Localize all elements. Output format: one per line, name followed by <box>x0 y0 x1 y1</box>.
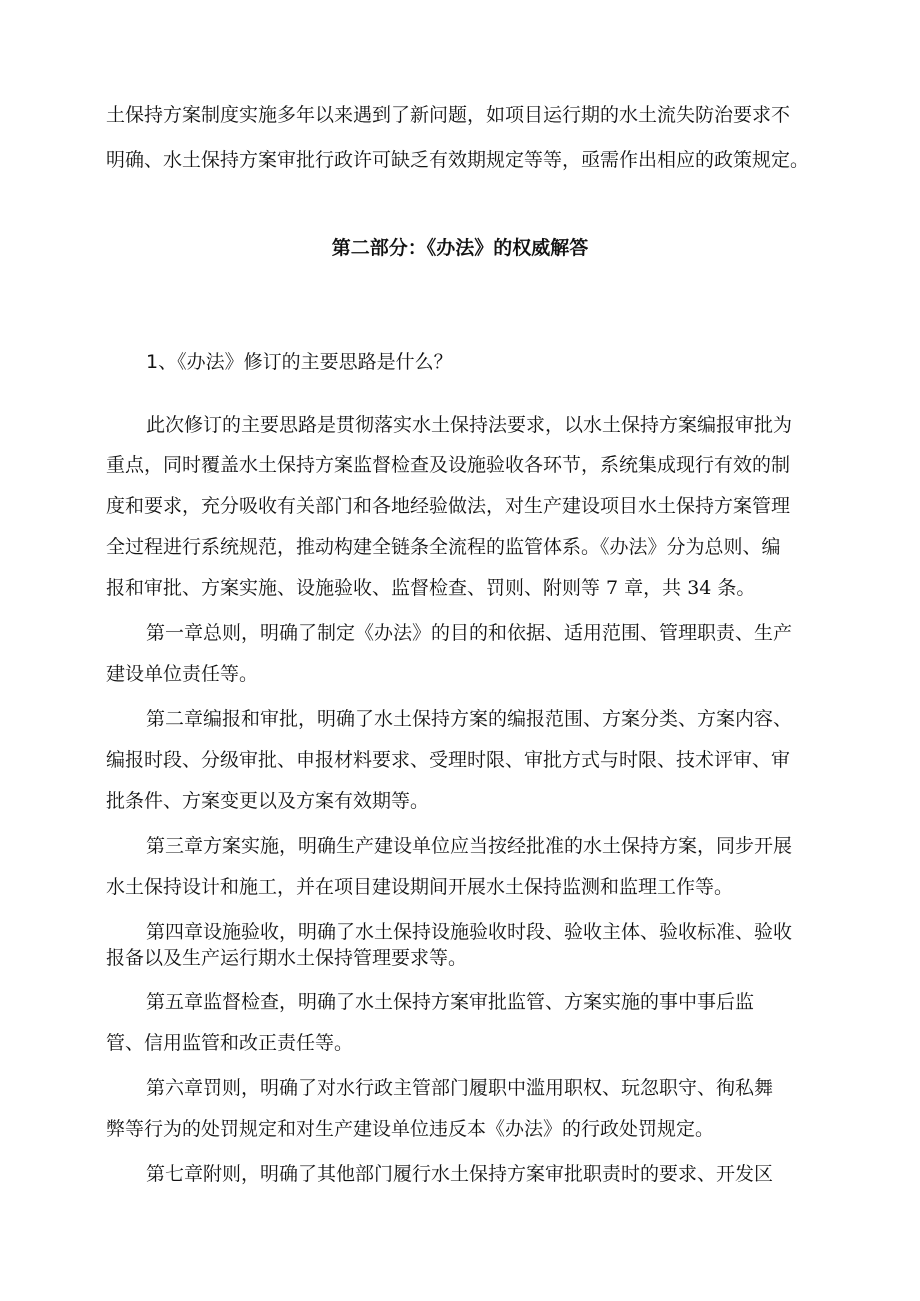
answer-line-3: 度和要求，充分吸收有关部门和各地经验做法，对生产建设项目水土保持方案管理 <box>106 495 791 517</box>
chapter1-line-1: 第一章总则，明确了制定《办法》的目的和依据、适用范围、管理职责、生产 <box>146 622 793 644</box>
chapter5-line-1: 第五章监督检查，明确了水土保持方案审批监管、方案实施的事中事后监 <box>146 991 755 1013</box>
answer-line-4: 全过程进行系统规范，推动构建全链条全流程的监管体系。《办法》分为总则、编 <box>106 536 781 558</box>
chapter6-line-1: 第六章罚则，明确了对水行政主管部门履职中滥用职权、玩忽职守、徇私舞 <box>146 1077 774 1099</box>
chapter3-line-1: 第三章方案实施，明确生产建设单位应当按经批准的水土保持方案，同步开展 <box>146 835 793 857</box>
chapter2-line-1: 第二章编报和审批，明确了水土保持方案的编报范围、方案分类、方案内容、 <box>146 708 793 730</box>
answer-line-1: 此次修订的主要思路是贯彻落实水土保持法要求，以水土保持方案编报审批为 <box>146 414 793 436</box>
chapter2-line-2: 编报时段、分级审批、申报材料要求、受理时限、审批方式与时限、技术评审、审 <box>106 749 791 771</box>
chapter3-line-2: 水土保持设计和施工，并在项目建设期间开展水土保持监测和监理工作等。 <box>106 876 734 898</box>
answer-line-2: 重点，同时覆盖水土保持方案监督检查及设施验收各环节，系统集成现行有效的制 <box>106 454 791 476</box>
chapter2-line-3: 批条件、方案变更以及方案有效期等。 <box>106 790 430 812</box>
chapter5-line-2: 管、信用监管和改正责任等。 <box>106 1032 354 1054</box>
chapter1-line-2: 建设单位责任等。 <box>106 663 259 685</box>
chapter6-line-2: 弊等行为的处罚规定和对生产建设单位违反本《办法》的行政处罚规定。 <box>106 1118 715 1140</box>
section-heading: 第二部分：《办法》的权威解答 <box>331 237 589 259</box>
chapter4-line-1: 第四章设施验收，明确了水土保持设施验收时段、验收主体、验收标准、验收 <box>146 921 793 943</box>
chapter4-line-2: 报备以及生产运行期水土保持管理要求等。 <box>106 947 468 969</box>
intro-line-2: 明确、水土保持方案审批行政许可缺乏有效期规定等等，亟需作出相应的政策规定。 <box>106 149 810 171</box>
answer-line-5: 报和审批、方案实施、设施验收、监督检查、罚则、附则等 7 章，共 34 条。 <box>106 577 756 599</box>
intro-line-1: 土保持方案制度实施多年以来遇到了新问题，如项目运行期的水土流失防治要求不 <box>106 104 791 126</box>
chapter7-line-1: 第七章附则，明确了其他部门履行水土保持方案审批职责时的要求、开发区 <box>146 1163 774 1185</box>
question-1: 1、《办法》修订的主要思路是什么？ <box>146 351 453 373</box>
